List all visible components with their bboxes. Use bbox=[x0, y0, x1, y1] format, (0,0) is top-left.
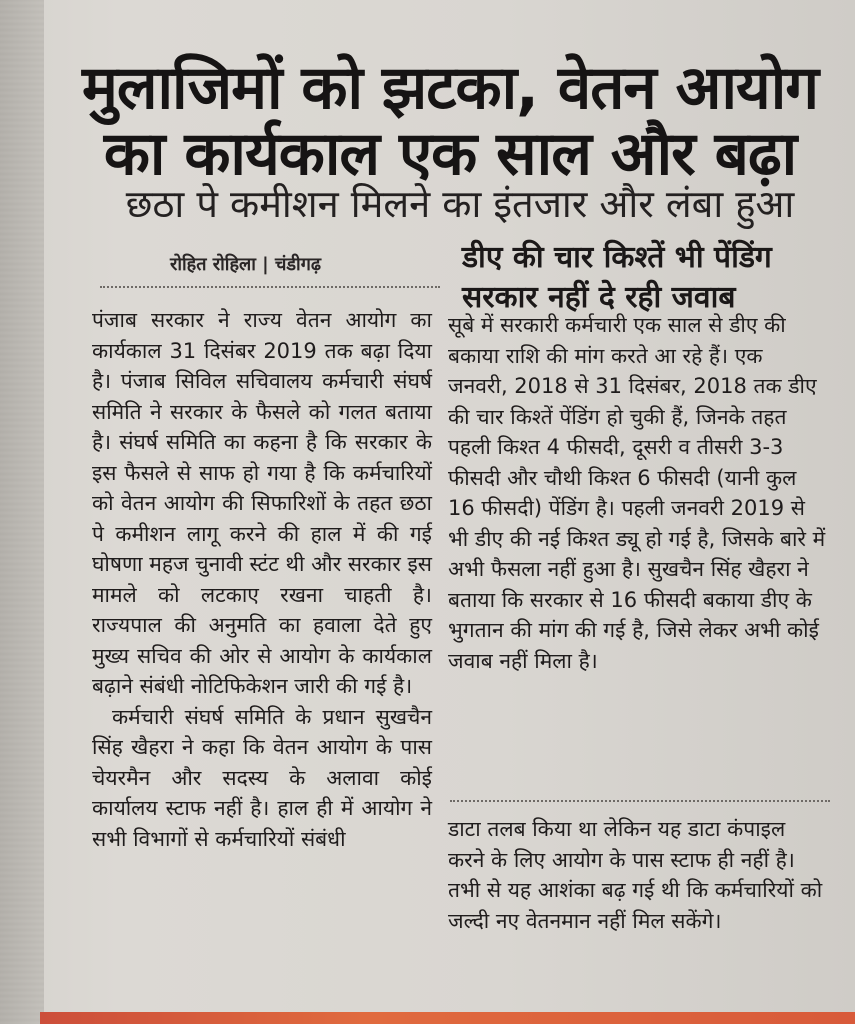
right-continued-paragraph: डाटा तलब किया था लेकिन यह डाटा कंपाइल करने के लिए आयोग के पास स्टाफ ही नहीं है। तभी से यह आशंका बढ़ गई थी कि कर्मचारियों को जल्दी नए वेतनमान नहीं मिल सकेंगे। bbox=[448, 817, 823, 933]
side-heading: डीए की चार किश्तें भी पेंडिंग सरकार नहीं दे रही जवाब bbox=[462, 240, 772, 315]
byline-divider bbox=[100, 286, 440, 288]
article-right-column bbox=[448, 310, 828, 676]
left-paragraph-1: पंजाब सरकार ने राज्य वेतन आयोग का कार्यकाल 31 दिसंबर 2019 तक बढ़ा दिया है। पंजाब सिविल सचिवालय कर्मचारी संघर्ष समिति ने सरकार के फैसले को गलत बताया है। संघर्ष समिति का कहना है कि सरकार के इस फैसले से साफ हो गया है कि कर्मचारियों को वेतन आयोग की सिफारिशों के तहत छठा पे कमीशन लागू करने की हाल में की गई घोषणा महज चुनावी स्टंट थी और सरकार इस मामले को लटकाए रखना चाहती है। राज्यपाल की अनुमति का हवाला देते हुए मुख्य सचिव की ओर से आयोग के कार्यकाल बढ़ाने संबंधी नोटिफिकेशन जारी की गई है। bbox=[92, 308, 432, 698]
bottom-color-band bbox=[40, 1012, 855, 1024]
article-right-continued bbox=[448, 814, 828, 936]
headline-line-1: मुलाजिमों को झटका, वेतन आयोग bbox=[81, 53, 819, 123]
article-left-column bbox=[92, 305, 432, 854]
subheadline: छठा पे कमीशन मिलने का इंतजार और लंबा हुआ bbox=[125, 182, 795, 226]
page-fold-edge bbox=[0, 0, 44, 1024]
left-paragraph-2: कर्मचारी संघर्ष समिति के प्रधान सुखचैन सिंह खैहरा ने कहा कि वेतन आयोग के पास चेयरमैन और सदस्य के अलावा कोई कार्यालय स्टाफ नहीं है। हाल ही में आयोग ने सभी विभागों से कर्मचारियों संबंधी bbox=[92, 704, 432, 851]
headline-line-2: का कार्यकाल एक साल और बढ़ा bbox=[103, 119, 797, 189]
right-paragraph: सूबे में सरकारी कर्मचारी एक साल से डीए की बकाया राशि की मांग करते आ रहे हैं। एक जनवरी, 2018 से 31 दिसंबर, 2018 तक डीए की चार किश्तें पेंडिंग हो चुकी हैं, जिनके तहत पहली किश्त 4 फीसदी, दूसरी व तीसरी 3-3 फीसदी और चौथी किश्त 6 फीसदी (यानी कुल 16 फीसदी) पेंडिंग है। पहली जनवरी 2019 से भी डीए की नई किश्त ड्यू हो गई है, जिसके बारे में अभी फैसला नहीं हुआ है। सुखचैन सिंह खैहरा ने बताया कि सरकार से 16 फीसदी बकाया डीए के भुगतान की मांग की गई है, जिसे लेकर अभी कोई जवाब नहीं मिला है। bbox=[448, 313, 826, 673]
right-column-divider bbox=[450, 800, 830, 802]
byline: रोहित रोहिला | चंडीगढ़ bbox=[170, 254, 321, 275]
